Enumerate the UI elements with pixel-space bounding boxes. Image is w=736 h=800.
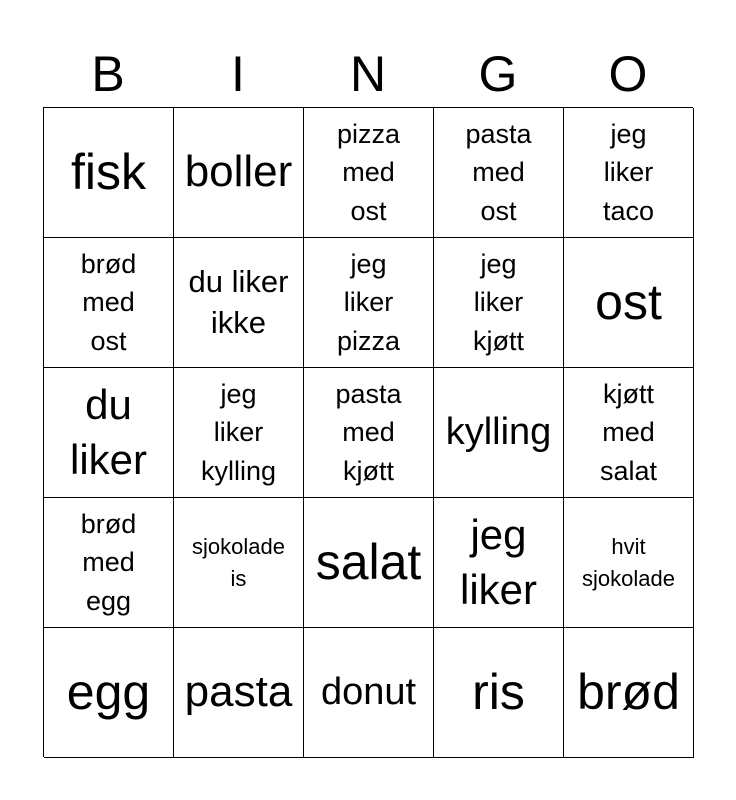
header-letter-n: N — [349, 46, 387, 102]
bingo-cell[interactable] — [44, 628, 174, 758]
bingo-cell-text: brød — [577, 663, 680, 720]
bingo-cell[interactable] — [174, 498, 304, 628]
bingo-cell[interactable] — [304, 368, 434, 498]
bingo-cell-text: brød med egg — [80, 509, 137, 616]
bingo-cell-text: pasta — [184, 667, 293, 717]
bingo-cell-text: kjøtt med salat — [599, 379, 658, 486]
bingo-cell[interactable] — [564, 108, 694, 238]
header-letter-o: O — [608, 46, 648, 102]
bingo-cell[interactable] — [564, 628, 694, 758]
bingo-cell[interactable] — [44, 498, 174, 628]
bingo-cell[interactable] — [304, 108, 434, 238]
bingo-cell[interactable] — [304, 498, 434, 628]
bingo-cell[interactable] — [434, 238, 564, 368]
bingo-cell-text: jeg liker kylling — [200, 379, 277, 486]
bingo-cell-text: jeg liker — [459, 510, 537, 613]
bingo-cell-text: kylling — [445, 410, 552, 453]
bingo-cell-text: pasta med kjøtt — [335, 379, 402, 486]
bingo-cell[interactable] — [564, 238, 694, 368]
bingo-cell-text: pasta med ost — [465, 119, 532, 226]
bingo-cell[interactable] — [304, 628, 434, 758]
bingo-cell-text: du liker — [69, 380, 147, 483]
bingo-header — [43, 40, 693, 108]
bingo-cell[interactable] — [174, 108, 304, 238]
bingo-cell[interactable] — [44, 108, 174, 238]
bingo-cell[interactable] — [434, 628, 564, 758]
bingo-cell[interactable] — [44, 238, 174, 368]
bingo-cell-text: brød med ost — [80, 249, 137, 356]
bingo-cell-text: sjokolade is — [192, 534, 285, 591]
bingo-cell-text: boller — [184, 147, 293, 197]
bingo-cell-text: du liker ikke — [188, 264, 289, 340]
bingo-cell-text: ris — [472, 663, 525, 720]
bingo-cell[interactable] — [174, 238, 304, 368]
bingo-cell[interactable] — [434, 108, 564, 238]
bingo-cell[interactable] — [304, 238, 434, 368]
bingo-cell[interactable] — [174, 368, 304, 498]
bingo-cell-text: salat — [315, 533, 422, 590]
header-letter-i: I — [231, 46, 245, 102]
bingo-cell[interactable] — [44, 368, 174, 498]
bingo-cell-text: egg — [66, 663, 151, 720]
header-letter-g: G — [478, 46, 518, 102]
bingo-cell[interactable] — [564, 498, 694, 628]
bingo-cell-text: ost — [595, 273, 662, 330]
bingo-cell-text: hvit sjokolade — [582, 534, 675, 591]
bingo-cell[interactable] — [434, 498, 564, 628]
bingo-cell-text: donut — [320, 670, 417, 713]
bingo-cell-text: pizza med ost — [336, 119, 401, 226]
bingo-cell-text: jeg liker kjøtt — [473, 249, 524, 356]
bingo-cell-text: jeg liker taco — [602, 119, 655, 226]
bingo-cell-text: jeg liker pizza — [336, 249, 401, 356]
bingo-cell[interactable] — [564, 368, 694, 498]
bingo-cell-text: fisk — [71, 143, 146, 200]
bingo-cell[interactable] — [174, 628, 304, 758]
bingo-cell[interactable] — [434, 368, 564, 498]
header-letter-b: B — [91, 46, 125, 102]
bingo-grid — [43, 107, 693, 757]
